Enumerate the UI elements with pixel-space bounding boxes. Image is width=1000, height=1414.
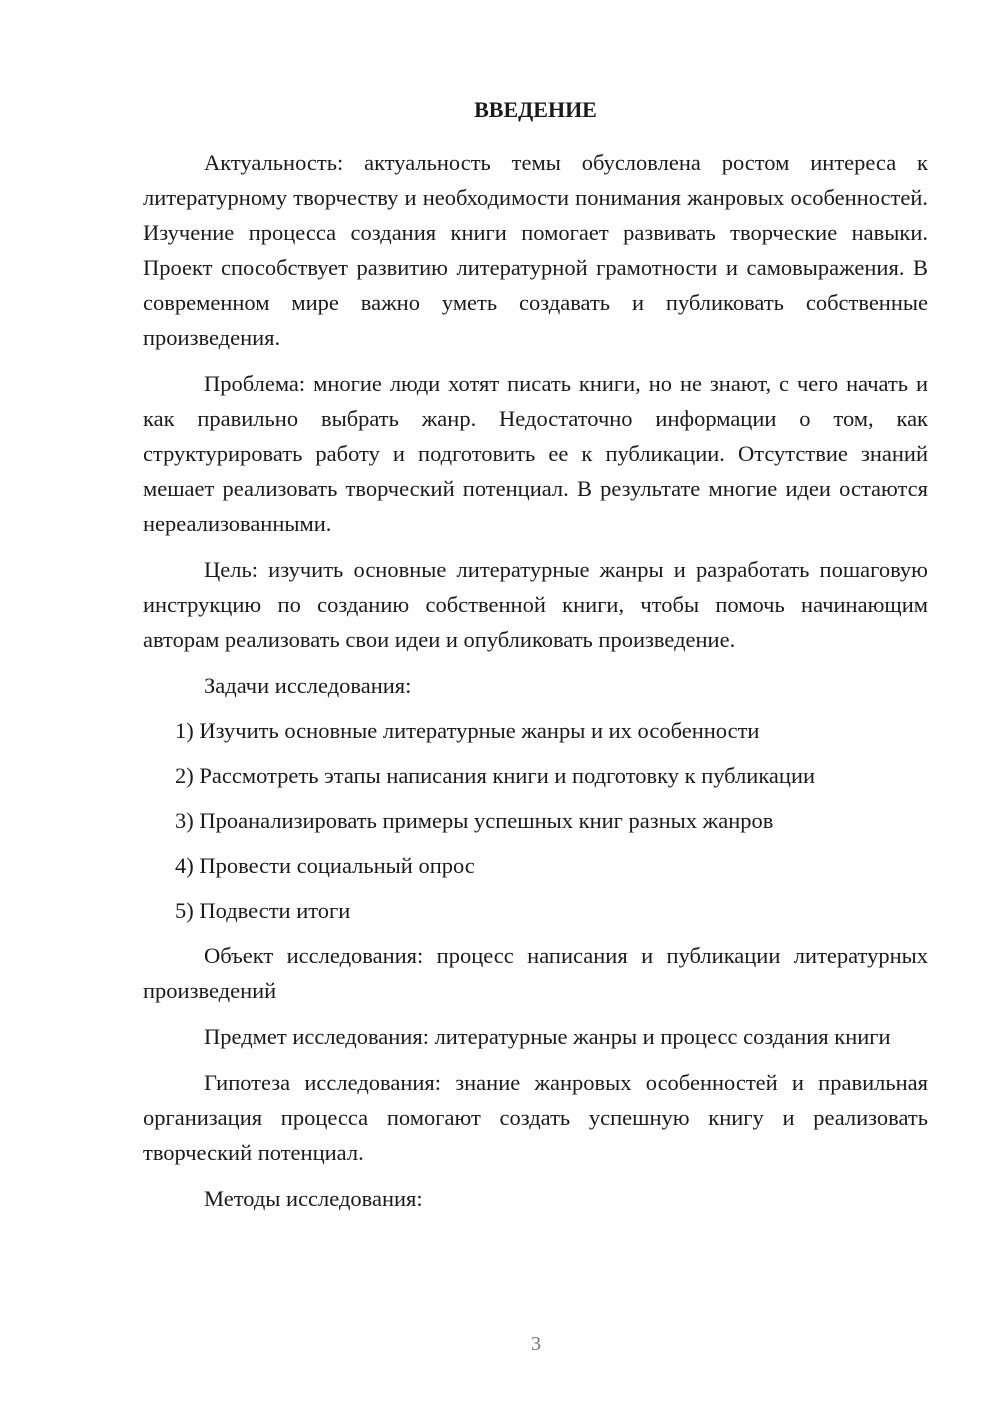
task-item-3: 3) Проанализировать примеры успешных книг разных жанров: [175, 808, 774, 833]
problem-paragraph: Проблема: многие люди хотят писать книги, но не знают, с чего начать и как правильно выбрать жанр. Недостаточно информации о том, как структурировать работу и подготовить ее к публикации. Отсутствие знаний мешает реализовать творческий потенциал. В результате многие идеи остаются нереализованными.: [143, 371, 928, 536]
task-item-5: 5) Подвести итоги: [175, 898, 351, 923]
methods-heading: Методы исследования:: [204, 1186, 423, 1211]
tasks-list: [143, 713, 928, 928]
relevance-paragraph: Актуальность: актуальность темы обусловлена ростом интереса к литературному творчеству и необходимости понимания жанровых особенностей. Изучение процесса создания книги помогает развивать творческие навыки. Проект способствует развитию литературной грамотности и самовыражения. В современном мире важно уметь создавать и публиковать собственные произведения.: [143, 150, 928, 350]
page-title: ВВЕДЕНИЕ: [474, 97, 597, 122]
subject-paragraph: Предмет исследования: литературные жанры и процесс создания книги: [204, 1024, 891, 1049]
document-body: [143, 93, 928, 1226]
task-item-1: 1) Изучить основные литературные жанры и их особенности: [175, 718, 760, 743]
page-number: 3: [531, 1333, 541, 1355]
tasks-heading: Задачи исследования:: [204, 673, 412, 698]
goal-paragraph: Цель: изучить основные литературные жанры и разработать пошаговую инструкцию по созданию собственной книги, чтобы помочь начинающим авторам реализовать свои идеи и опубликовать произведение.: [143, 557, 928, 652]
task-item-2: 2) Рассмотреть этапы написания книги и подготовку к публикации: [175, 763, 816, 788]
object-paragraph: Объект исследования: процесс написания и публикации литературных произведений: [143, 943, 928, 1003]
hypothesis-paragraph: Гипотеза исследования: знание жанровых особенностей и правильная организация процесса помогают создать успешную книгу и реализовать творческий потенциал.: [143, 1070, 928, 1165]
task-item-4: 4) Провести социальный опрос: [175, 853, 475, 878]
